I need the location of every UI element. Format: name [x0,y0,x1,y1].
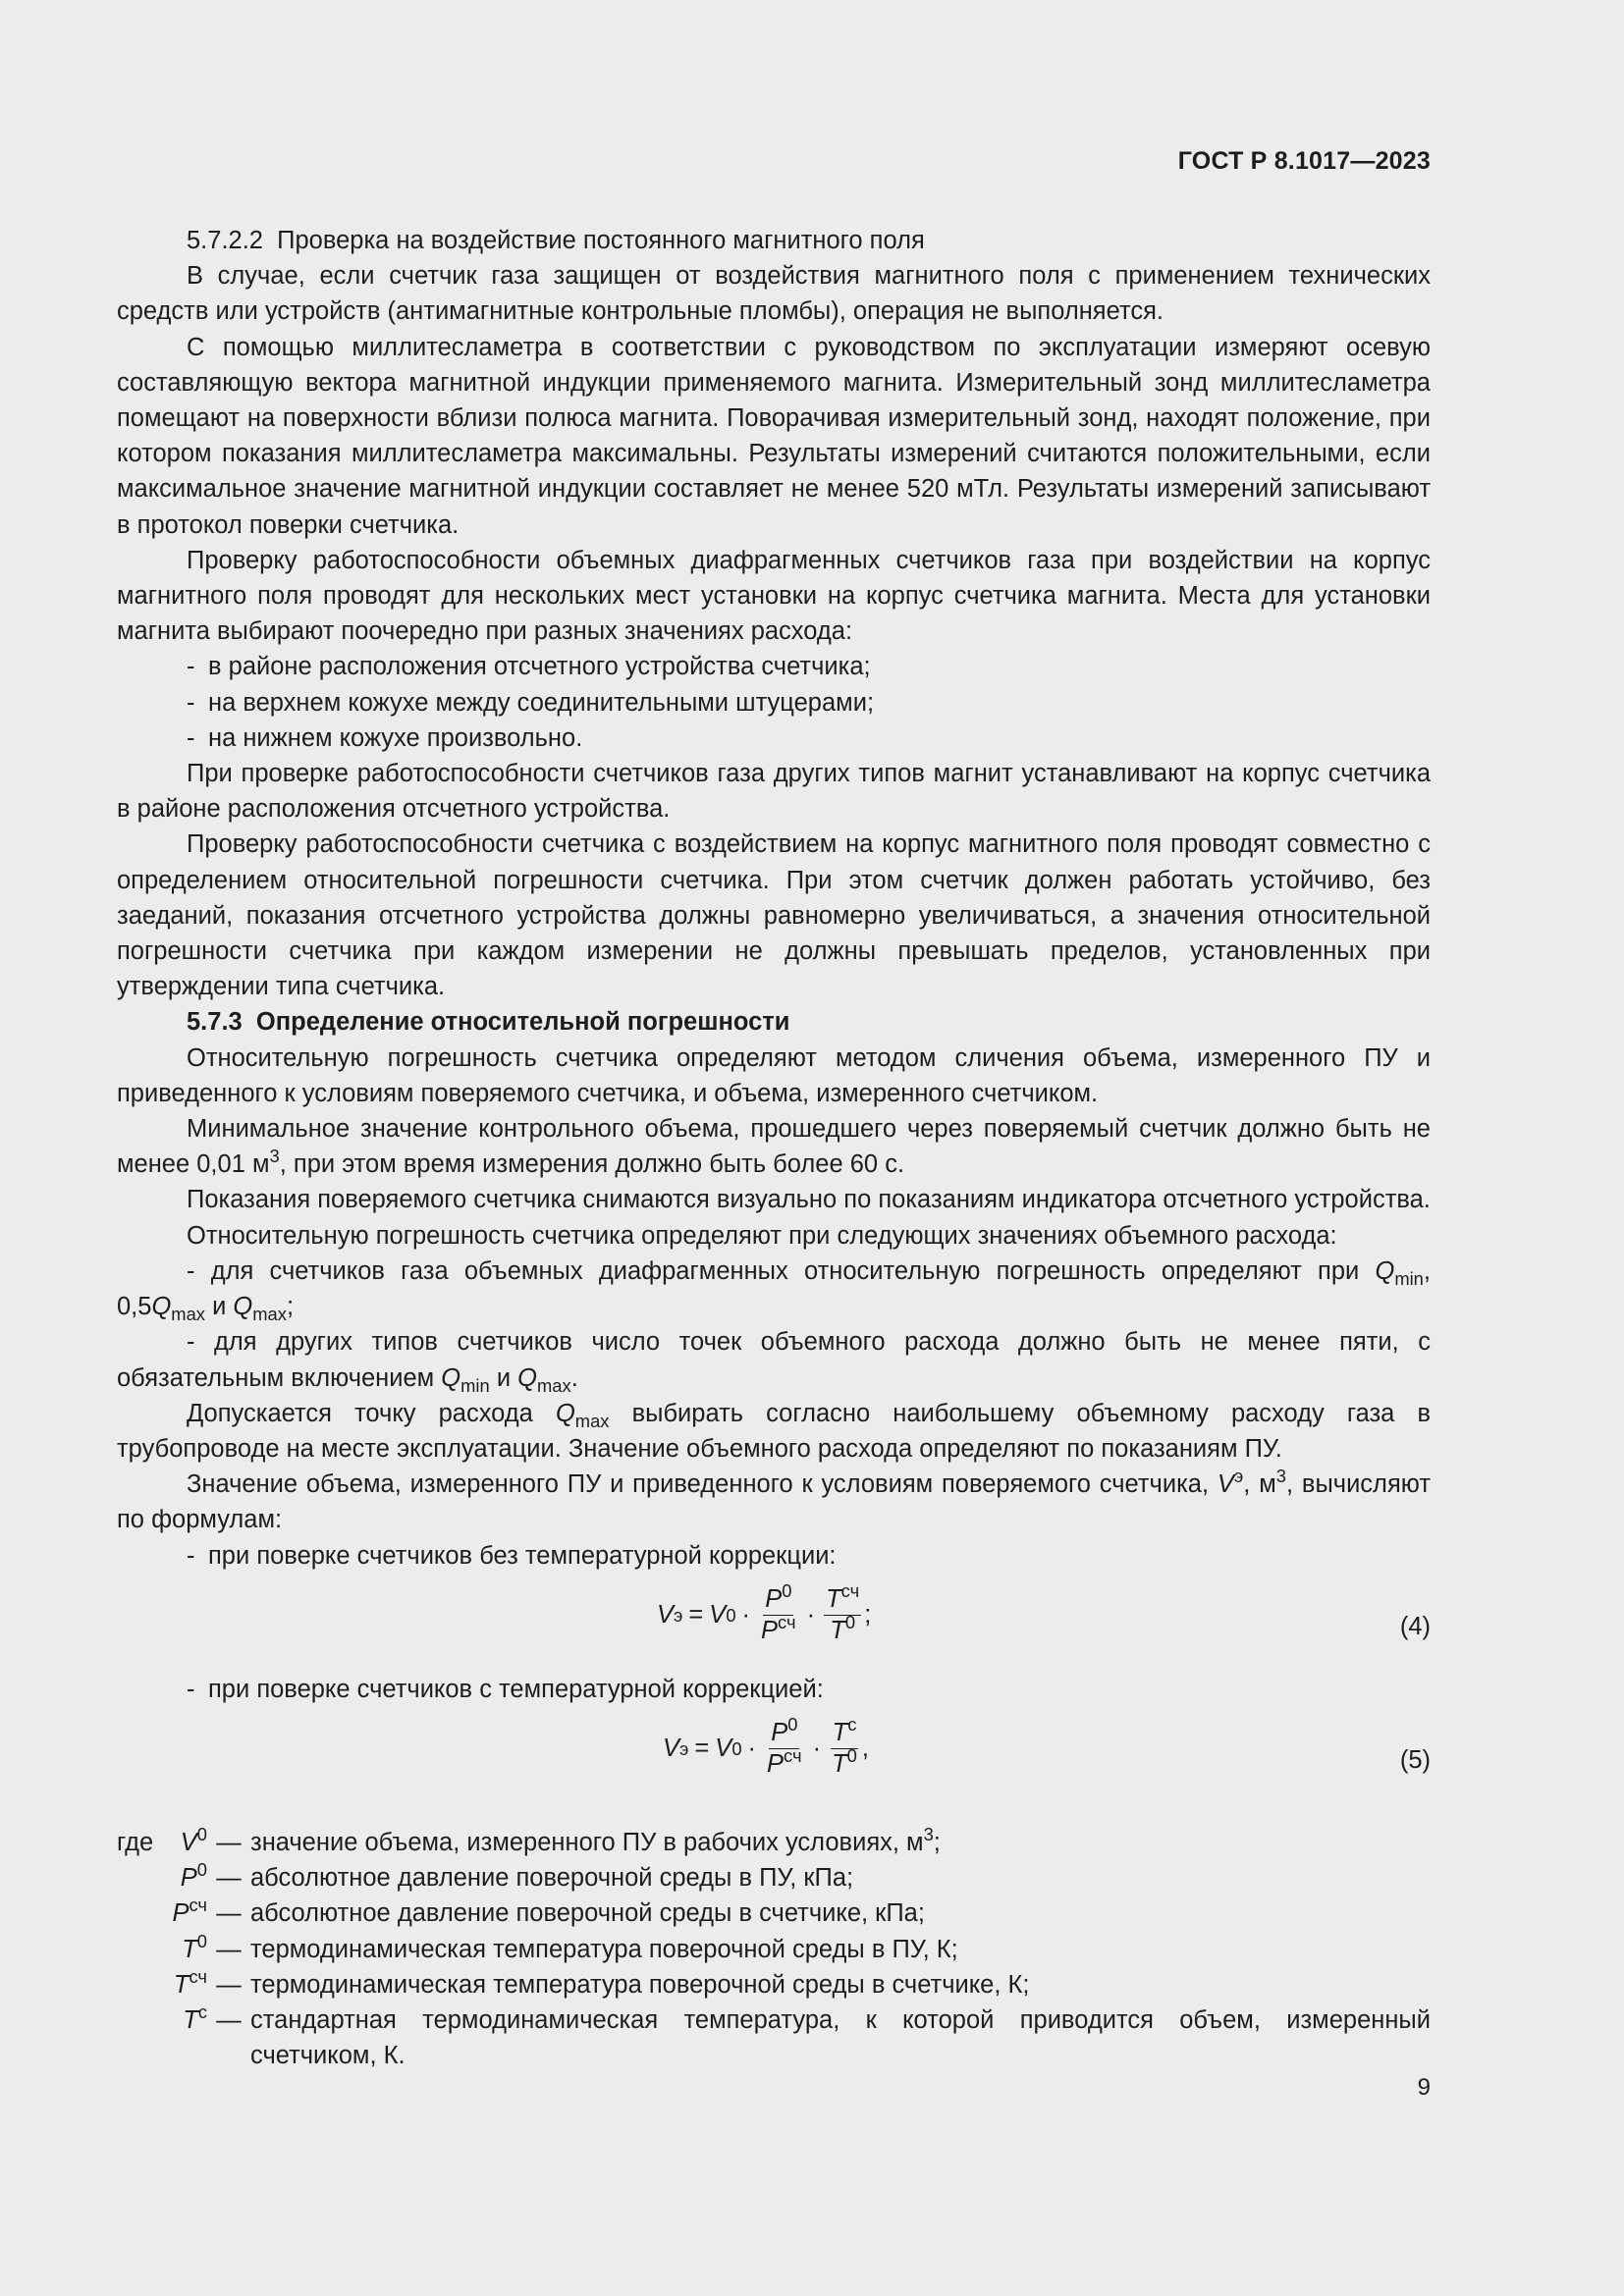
list-item: - для других типов счетчиков число точек объемного расхода должно быть не менее пяти, с обязательным включением $Q_{min}$ и $Q_{max}$. [117,1328,1431,1396]
fraction: $\frac{T^{сч}}{T^0}$ [826,1579,860,1645]
formula-4 [117,1574,1431,1672]
definition-row: $T^с$ — стандартная термодинамическая температура, к которой приводится объем, измеренный счетчиком, К. [183,2001,1431,2070]
definition-row: $T^{сч}$ — термодинамическая температура поверочной среды в счетчике, К; [173,1965,1030,1999]
list-item-text: на нижнем кожухе произвольно. [208,723,583,752]
paragraph: Значение объема, измеренного ПУ и приведенного к условиям поверяемого счетчика, $V^э$, $м^3$, вычисляют по формулам: [117,1466,1431,1534]
definition-row: $T^0$ — термодинамическая температура поверочной среды в ПУ, К; [182,1930,958,1963]
list-item-text: при поверке счетчиков без температурной коррекции: [208,1541,837,1570]
list-item-text: при поверке счетчиков с температурной коррекцией: [208,1675,824,1703]
page-number: 9 [1417,2074,1431,2101]
formula-number: (4) [1399,1612,1431,1640]
definition-row: $P^0$ — абсолютное давление поверочной среды в ПУ, кПа; [180,1859,854,1893]
page-body [117,223,1431,2073]
paragraph: Проверку работоспособности счетчика с воздействием на корпус магнитного поля проводят совместно с определением относительной погрешности счетчика. При этом счетчик должен работать устойчиво, без заеданий, показания отсчетного устройства должны равномерно увеличиваться, а значения относительной погрешности счетчика при каждом измерении не должны превышать пределов, установленных при утверждении типа счетчика. [117,830,1431,1001]
paragraph: С помощью миллитесламетра в соответствии с руководством по эксплуатации измеряют осевую составляющую вектора магнитной индукции применяемого магнита. Измерительный зонд миллитесламетра помещают на поверхности вблизи полюса магнита. Поворачивая измерительный зонд, находят положение, при котором показания миллитесламетра максимальны. Результаты измерений считаются положительными, если максимальное значение магнитной индукции составляет не менее 520 мТл. Результаты измерений записывают в протокол поверки счетчика. [117,333,1431,539]
list-item: - в районе расположения отсчетного устройства счетчика; [187,653,871,681]
list-item: - при поверке счетчиков с температурной коррекцией: [187,1675,824,1703]
list-item: - на нижнем кожухе произвольно. [187,723,583,752]
fraction: $\frac{P^0}{P^{сч}}$ [761,1579,796,1645]
formula-number: (5) [1399,1745,1431,1774]
document-id: ГОСТ Р 8.1017—2023 [1177,147,1431,175]
paragraph: Показания поверяемого счетчика снимаются визуально по показаниям индикатора отсчетного устройства. [187,1186,1431,1214]
paragraph: Проверку работоспособности объемных диафрагменных счетчиков газа при воздействии на корпус магнитного поля проводят для нескольких мест установки на корпус счетчика магнита. Места для установки магнита выбирают поочередно при разных значениях расхода: [117,546,1431,646]
list-item: - на верхнем кожухе между соединительными штуцерами; [187,688,875,717]
paragraph: Относительную погрешность счетчика определяют методом сличения объема, измеренного ПУ и приведенного к условиям поверяемого счетчика, и объема, измеренного счетчиком. [117,1043,1431,1107]
subsection-heading-5722: 5.7.2.2 Проверка на воздействие постоянного магнитного поля [187,227,925,254]
list-item: - для счетчиков газа объемных диафрагменных относительную погрешность определяют при $Q_{min}$, $0,5Q_{max}$ и $Q_{max}$; [117,1256,1431,1324]
section-heading-573: 5.7.3 Определение относительной погрешности [187,1008,790,1037]
paragraph: Допускается точку расхода $Q_{max}$ выбирать согласно наибольшему объемному расходу газа в трубопроводе на месте эксплуатации. Значение объемного расхода определяют по показаниям ПУ. [117,1399,1431,1463]
paragraph: Относительную погрешность счетчика определяют при следующих значениях объемного расхода: [187,1221,1337,1250]
formula-5 [117,1707,1431,1805]
definition-row: где $V^0$ — значение объема, измеренного ПУ в рабочих условиях, $м^3$; [117,1823,941,1856]
formula-expression: V э = V 0 · $\frac{P^0}{P^{сч}}$ · $\frac{T^{сч}}{T^0}$ ; [657,1579,872,1645]
definition-row: $P^{сч}$ — абсолютное давление поверочной среды в счетчике, кПа; [172,1895,925,1928]
list-item-text: в районе расположения отсчетного устройства счетчика; [208,653,871,681]
paragraph: Минимальное значение контрольного объема, прошедшего через поверяемый счетчик должно быть не менее 0,01 $м^3$, при этом время измерения должно быть более 60 с. [117,1115,1431,1179]
paragraph: В случае, если счетчик газа защищен от воздействия магнитного поля с применением технических средств или устройств (антимагнитные контрольные пломбы), операция не выполняется. [117,262,1431,326]
list-item-text: на верхнем кожухе между соединительными штуцерами; [208,688,875,717]
fraction: $\frac{P^0}{P^{сч}}$ [767,1713,802,1779]
paragraph: При проверке работоспособности счетчиков газа других типов магнит устанавливают на корпус счетчика в районе расположения отсчетного устройства. [117,760,1431,824]
formula-expression: V э = V 0 · $\frac{P^0}{P^{сч}}$ · $\frac{T^с}{T^0}$ , [663,1713,869,1779]
fraction: $\frac{T^с}{T^0}$ [832,1713,857,1779]
list-item: - при поверке счетчиков без температурной коррекции: [187,1541,837,1570]
symbol-definitions [117,1825,1431,2073]
